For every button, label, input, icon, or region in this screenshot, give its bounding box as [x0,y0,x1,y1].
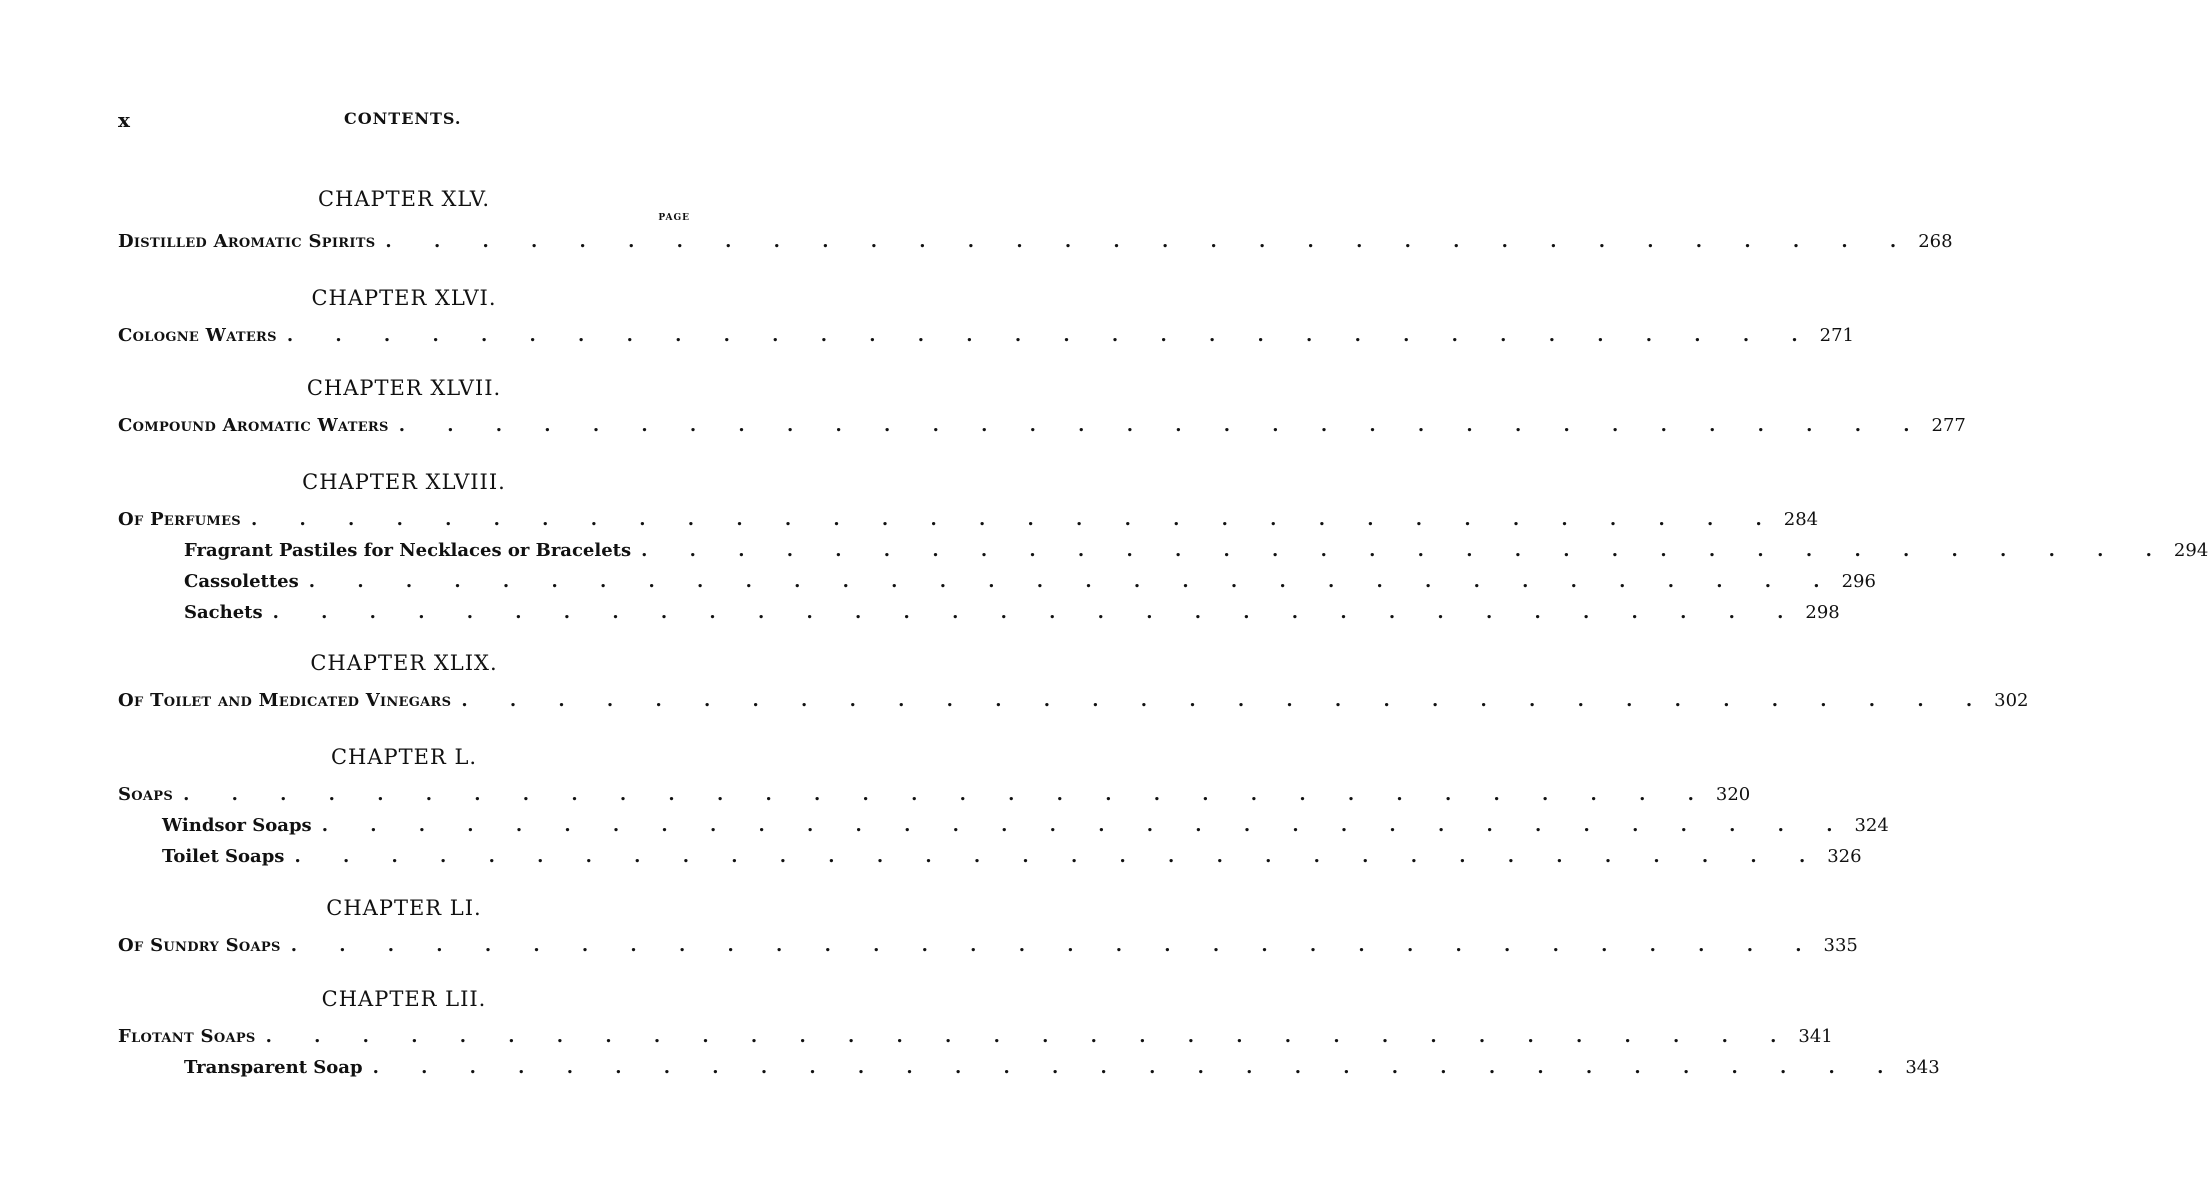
toc-subentry [162,846,1862,872]
page-column-label: PAGE [658,213,690,223]
toc-entry [118,231,1953,257]
chapter-heading: CHAPTER XLVII. [306,376,502,400]
entry-title: Cologne Waters [118,325,277,346]
entry-page: 335 [1823,935,1858,956]
entry-title: Flotant Soaps [118,1026,256,1047]
toc-entry [118,784,1751,810]
dot-leader: . . . . . . . . . . . . . . . . . . . . . . . . . . . . . . . . [183,784,1712,805]
entry-page: 271 [1819,325,1854,346]
dot-leader: . . . . . . . . . . . . . . . . . . . . . . . . . . . . . . . . [290,935,1820,956]
entry-page: 296 [1841,571,1876,592]
chapter-heading: CHAPTER XLVI. [311,286,497,310]
entry-title: Distilled Aromatic Spirits [118,231,376,252]
chapter-heading: CHAPTER L. [330,745,478,769]
toc-entry [118,690,2029,716]
entry-title: Soaps [118,784,174,805]
entry-title: Cassolettes [184,571,299,592]
toc-entry [118,509,1819,535]
toc-entry [118,415,1966,441]
toc-subentry [184,602,1840,628]
toc-subentry [162,815,1889,841]
entry-page: 326 [1827,846,1862,867]
entry-page: 298 [1805,602,1840,623]
entry-page: 277 [1931,415,1966,436]
dot-leader: . . . . . . . . . . . . . . . . . . . . . . . . . . . . . . . . [272,602,1802,623]
entry-title: Fragrant Pastiles for Necklaces or Bracelets [184,540,632,561]
dot-leader: . . . . . . . . . . . . . . . . . . . . . . . . . . . . . . . . [385,231,1915,252]
entry-title: Compound Aromatic Waters [118,415,389,436]
entry-title: Windsor Soaps [162,815,312,836]
toc-entry [118,935,1858,961]
entry-title: Of Sundry Soaps [118,935,281,956]
entry-page: 341 [1798,1026,1833,1047]
dot-leader: . . . . . . . . . . . . . . . . . . . . . . . . . . . . . . . . [250,509,1780,530]
dot-leader: . . . . . . . . . . . . . . . . . . . . . . . . . . . . . . . . [294,846,1824,867]
chapter-heading: CHAPTER LI. [326,896,482,920]
entry-title: Sachets [184,602,263,623]
chapter-heading: CHAPTER XLVIII. [302,470,506,494]
running-title: CONTENTS. [344,109,462,128]
toc-subentry [184,1057,1940,1083]
toc-subentry [184,540,2208,566]
dot-leader: . . . . . . . . . . . . . . . . . . . . . . . . . . . . . . . . [641,540,2170,561]
toc-entry [118,1026,1833,1052]
entry-page: 324 [1854,815,1889,836]
entry-page: 268 [1918,231,1953,252]
dot-leader: . . . . . . . . . . . . . . . . . . . . . . . . . . . . . . . . [321,815,1851,836]
entry-page: 343 [1905,1057,1940,1078]
dot-leader: . . . . . . . . . . . . . . . . . . . . . . . . . . . . . . . . [308,571,1838,592]
entry-page: 294 [2173,540,2208,561]
entry-title: Toilet Soaps [162,846,285,867]
dot-leader: . . . . . . . . . . . . . . . . . . . . . . . . . . . . . . . . [398,415,1928,436]
entry-page: 284 [1783,509,1819,530]
entry-title: Of Toilet and Medicated Vinegars [118,690,452,711]
entry-title: Of Perfumes [118,509,241,530]
page-number-roman: x [118,108,130,132]
chapter-heading: CHAPTER XLIX. [310,651,498,675]
toc-subentry [184,571,1876,597]
toc-entry [118,325,1854,351]
chapter-heading: CHAPTER XLV. [317,187,491,211]
dot-leader: . . . . . . . . . . . . . . . . . . . . . . . . . . . . . . . . [372,1057,1902,1078]
entry-title: Transparent Soap [184,1057,363,1078]
page-header [118,108,690,132]
entry-page: 320 [1715,784,1751,805]
dot-leader: . . . . . . . . . . . . . . . . . . . . . . . . . . . . . . . . [286,325,1816,346]
entry-page: 302 [1994,690,2029,711]
dot-leader: . . . . . . . . . . . . . . . . . . . . . . . . . . . . . . . . [265,1026,1795,1047]
chapter-heading: CHAPTER LII. [321,987,487,1011]
dot-leader: . . . . . . . . . . . . . . . . . . . . . . . . . . . . . . . . [461,690,1991,711]
